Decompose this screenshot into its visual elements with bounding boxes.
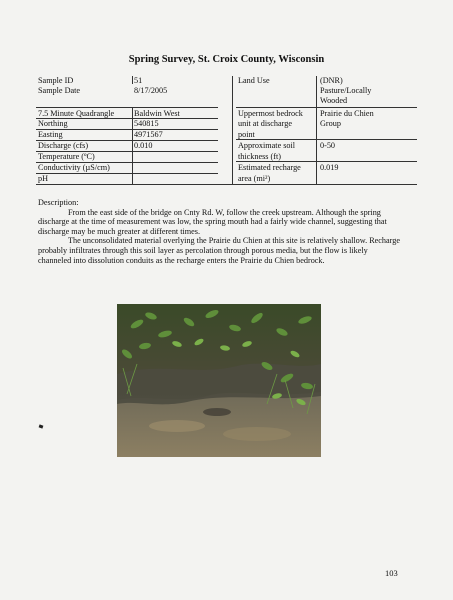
description-paragraph: From the east side of the bridge on Cnty Rd. W, follow the creek upstream. Although the spring discharge at the time of measurement was low, the spring mouth had a fairly wide channel, suggesting that discharge may be much greater at different times. — [38, 207, 387, 236]
label-discharge: Discharge (cfs) — [38, 141, 89, 150]
rule — [236, 161, 417, 162]
label-sample-id: Sample ID — [38, 76, 74, 85]
rule — [236, 139, 417, 140]
label-bedrock-line3: point — [238, 130, 255, 139]
label-recharge-line2: area (mi²) — [238, 174, 271, 183]
rule — [132, 76, 133, 84]
label-northing: Northing — [38, 119, 68, 128]
value-discharge: 0.010 — [134, 141, 153, 150]
rule — [36, 173, 218, 174]
rule — [132, 107, 133, 184]
rule — [36, 140, 218, 141]
rule — [36, 151, 218, 152]
rule — [316, 76, 317, 184]
label-conductivity: Conductivity (µS/cm) — [38, 163, 110, 172]
value-sample-id: 51 — [134, 76, 143, 85]
value-land-use-line1: (DNR) — [320, 76, 343, 85]
value-soil: 0-50 — [320, 141, 336, 150]
rule — [36, 184, 417, 185]
label-temperature: Temperature (ºC) — [38, 152, 95, 161]
label-soil-line2: thickness (ft) — [238, 152, 281, 161]
label-easting: Easting — [38, 130, 63, 139]
label-recharge-line1: Estimated recharge — [238, 163, 301, 172]
label-land-use: Land Use — [238, 76, 270, 85]
value-bedrock-line1: Prairie du Chien — [320, 109, 374, 118]
label-quadrangle: 7.5 Minute Quadrangle — [38, 109, 115, 118]
page-number: 103 — [385, 568, 398, 578]
value-sample-date: 8/17/2005 — [134, 86, 168, 95]
rule — [36, 107, 218, 108]
label-ph: pH — [38, 174, 49, 183]
value-northing: 540815 — [134, 119, 159, 128]
scan-speck — [39, 424, 44, 428]
label-soil-line1: Approximate soil — [238, 141, 296, 150]
label-sample-date: Sample Date — [38, 86, 81, 95]
rule — [236, 107, 417, 108]
label-bedrock-line1: Uppermost bedrock — [238, 109, 303, 118]
value-quadrangle: Baldwin West — [134, 109, 180, 118]
value-bedrock-line2: Group — [320, 119, 341, 128]
rule — [36, 118, 218, 119]
value-land-use-line2: Pasture/Locally — [320, 86, 372, 95]
label-bedrock-line2: unit at discharge — [238, 119, 292, 128]
rule — [36, 162, 218, 163]
value-easting: 4971567 — [134, 130, 163, 139]
description — [38, 198, 402, 265]
value-land-use-line3: Wooded — [320, 96, 348, 105]
value-recharge: 0.019 — [320, 163, 339, 172]
description-paragraph: The unconsolidated material overlying the Prairie du Chien at this site is relatively shallow. Recharge probably infiltrates through this soil layer as percolation through porous media, but the flow is likely channeled into dissolution conduits as the recharge enters the Prairie du Chien bedrock. — [38, 236, 400, 265]
rule — [36, 129, 218, 130]
description-heading: Description: — [38, 198, 79, 207]
page-title: Spring Survey, St. Croix County, Wisconsin — [128, 54, 325, 65]
survey-data-table — [36, 76, 417, 188]
rule — [232, 76, 233, 184]
spring-site-photo — [117, 304, 321, 457]
